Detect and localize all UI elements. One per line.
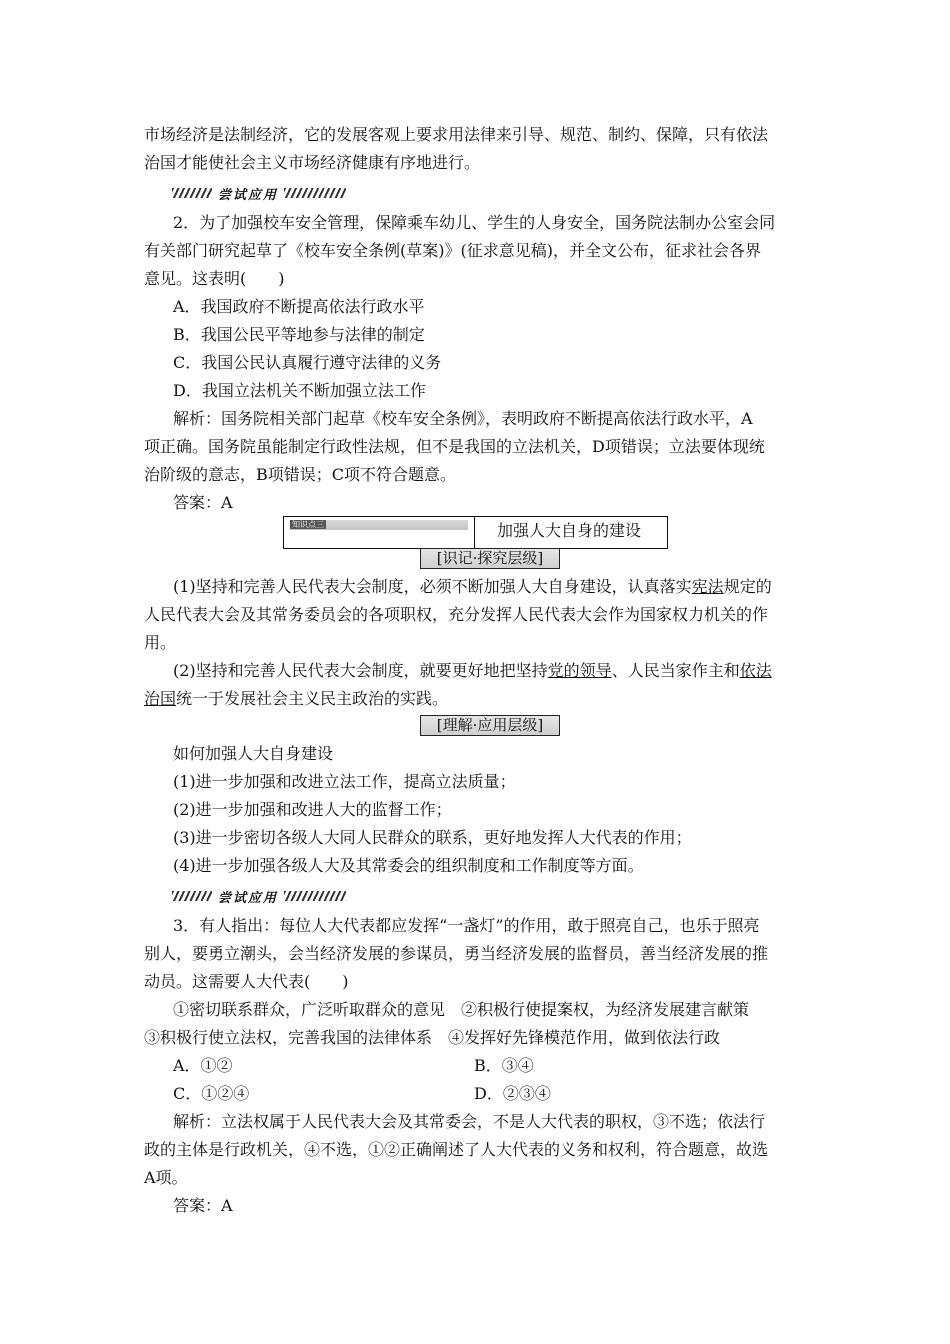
- k1-para1-line-3: 用。: [144, 633, 177, 652]
- hatch-decoration: [172, 188, 212, 198]
- k2-item-1: (1)进一步加强和改进立法工作，提高立法质量；: [173, 772, 516, 791]
- q3-stem-line-2: 别人，要勇立潮头，会当经济发展的参谋员，勇当经济发展的监督员，善当经济发展的推: [144, 944, 769, 963]
- k1-para1-line-1: (1)坚持和完善人民代表大会制度，必须不断加强人大自身建设，认真落实宪法规定的: [173, 577, 772, 596]
- q3-analysis-line-3: A项。: [144, 1168, 188, 1187]
- q3-stem-line-1: 3．有人指出：每位人大代表都应发挥“一盏灯”的作用，敢于照亮自己，也乐于照亮: [173, 916, 760, 935]
- q2-analysis-line-2: 项正确。国务院虽能制定行政性法规，但不是我国的立法机关，D项错误；立法要体现统: [144, 437, 765, 456]
- try-application-label: 尝试应用: [218, 187, 279, 203]
- k2-item-2: (2)进一步加强和改进人大的监督工作；: [173, 800, 452, 819]
- try-application-banner: [172, 886, 346, 906]
- k2-item-3: (3)进一步密切各级人大同人民群众的联系，更好地发挥人大代表的作用；: [173, 828, 692, 847]
- q2-stem-line-2: 有关部门研究起草了《校车安全条例(草案)》(征求意见稿)，并全文公布，征求社会各界: [144, 241, 761, 260]
- hatch-decoration: [172, 891, 212, 901]
- knowledge-tag-cell: [284, 517, 475, 548]
- q2-option-b: B．我国公民平等地参与法律的制定: [173, 325, 425, 344]
- q3-analysis-line-1: 解析：立法权属于人民代表大会及其常委会，不是人大代表的职权，③不选；依法行: [173, 1112, 766, 1131]
- intro-line-1: 市场经济是法制经济，它的发展客观上要求用法律来引导、规范、制约、保障，只有依法: [144, 125, 769, 144]
- q3-option-b: B．③④: [474, 1056, 534, 1075]
- q3-statements-line-1: ①密切联系群众，广泛听取群众的意见 ②积极行使提案权，为经济发展建言献策: [173, 1000, 750, 1019]
- q3-statements-line-2: ③积极行使立法权，完善我国的法律体系 ④发挥好先锋模范作用，做到依法行政: [144, 1028, 721, 1047]
- q3-analysis-line-2: 政的主体是行政机关，④不选，①②正确阐述了人大代表的义务和权利，符合题意，故选: [144, 1140, 769, 1159]
- k2-item-4: (4)进一步加强各级人大及其常委会的组织制度和工作制度等方面。: [173, 856, 644, 875]
- k2-heading: 如何加强人大自身建设: [173, 744, 334, 763]
- q2-answer: 答案：A: [173, 493, 233, 512]
- q3-option-a: A．①②: [173, 1056, 233, 1075]
- q2-stem-line-3: 意见。这表明( ): [144, 269, 285, 288]
- intro-line-2: 治国才能使社会主义市场经济健康有序地进行。: [144, 153, 481, 172]
- q2-analysis-line-3: 治阶级的意志，B项错误；C项不符合题意。: [144, 465, 457, 484]
- hatch-decoration: [284, 891, 346, 901]
- q3-option-d: D．②③④: [474, 1084, 551, 1103]
- k1-para1-line-2: 人民代表大会及其常务委员会的各项职权，充分发挥人民代表大会作为国家权力机关的作: [144, 605, 769, 624]
- hatch-decoration: [284, 188, 346, 198]
- q3-stem-line-3: 动员。这需要人大代表( ): [144, 972, 349, 991]
- level-badge-memory: [识记·探究层级]: [420, 548, 560, 569]
- level-badge-application: [理解·应用层级]: [420, 715, 560, 736]
- try-application-banner: [172, 183, 346, 203]
- knowledge-tag: 知识点三: [290, 520, 468, 530]
- q2-option-a: A．我国政府不断提高依法行政水平: [173, 297, 425, 316]
- q3-option-c: C．①②④: [173, 1084, 250, 1103]
- q2-option-c: C．我国公民认真履行遵守法律的义务: [173, 353, 442, 372]
- q2-option-d: D．我国立法机关不断加强立法工作: [173, 381, 426, 400]
- knowledge-title: 加强人大自身的建设: [497, 521, 642, 540]
- q3-answer: 答案：A: [173, 1196, 233, 1215]
- k1-para2-line-1: (2)坚持和完善人民代表大会制度，就要更好地把坚持党的领导、人民当家作主和依法: [173, 661, 772, 680]
- q2-stem-line-1: 2．为了加强校车安全管理，保障乘车幼儿、学生的人身安全，国务院法制办公室会同: [173, 213, 776, 232]
- q2-analysis-line-1: 解析：国务院相关部门起草《校车安全条例》，表明政府不断提高依法行政水平，A: [173, 409, 753, 428]
- k1-para2-line-2: 治国统一于发展社会主义民主政治的实践。: [144, 689, 449, 708]
- try-application-label: 尝试应用: [218, 890, 279, 906]
- knowledge-point-box: [283, 516, 668, 549]
